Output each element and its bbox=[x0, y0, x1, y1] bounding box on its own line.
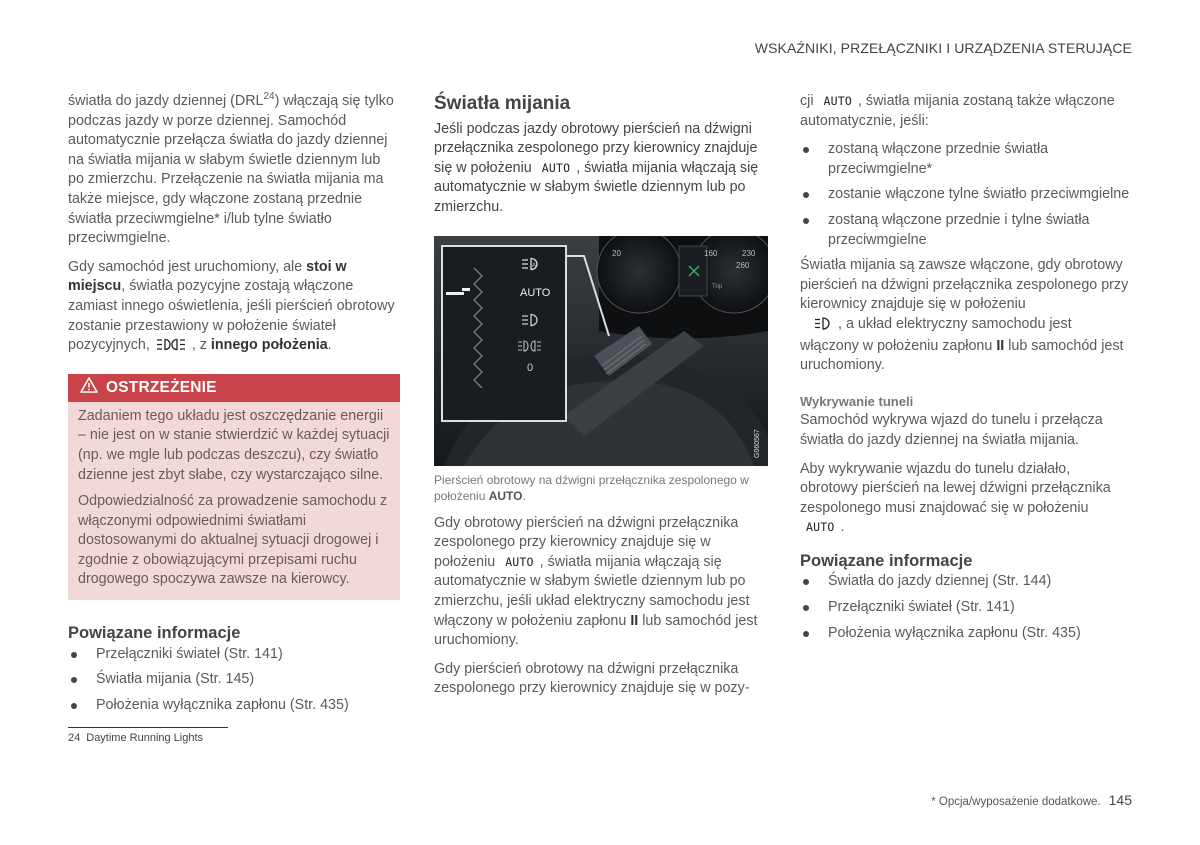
gauge-label: 160 bbox=[704, 248, 718, 258]
continued-paragraph: Gdy pierścień obrotowy na dźwigni przełącznika zespolonego przy kierownicy znajduje się w pozy- bbox=[434, 660, 750, 697]
related-link[interactable]: Położenia wyłącznika zapłonu (Str. 435) bbox=[800, 624, 1132, 644]
warning-title: OSTRZEŻENIE bbox=[106, 378, 217, 396]
fog-conditions-list bbox=[800, 140, 1132, 250]
related-list-2 bbox=[800, 572, 1132, 643]
auto-symbol: AUTO bbox=[505, 554, 534, 569]
gauge-label: Trip bbox=[712, 283, 723, 290]
warning-text-1: Zadaniem tego układu jest oszczędzanie energii – nie jest on w stanie stwierdzić w każdej sytuacji (np. we mgle lub podczas deszczu), czy światło dzienne jest zbyt słabe, czy wystarczająco silne. bbox=[78, 407, 390, 483]
standstill-paragraph: Gdy samochód jest uruchomiony, ale stoi w miejscu, światła pozycyjne zostają włączone zamiast innego oświetlenia, jeśli pierścień obrotowy zostanie przestawiony w położenie świateł pozycyjnych, , z innego położenia. bbox=[68, 258, 400, 358]
tunnel-condition-paragraph: Aby wykrywanie wjazdu do tunelu działało, obrotowy pierścień na lewej dźwigni przełącznika zespolonego musi znajdować się w położeniu AUTO . bbox=[800, 460, 1111, 536]
related-title-2: Powiązane informacje bbox=[800, 551, 973, 570]
warning-text-2: Odpowiedzialność za prowadzenie samochodu z włączonymi odpowiednimi światłami dostosowanymi do aktualnej sytuacji drogowej i zgodnie z obowiązującymi przepisami ruchu drogowego spoczywa zawsze na kierowcy. bbox=[78, 493, 388, 588]
high-beam-icon bbox=[814, 317, 830, 337]
column-2 bbox=[434, 92, 768, 708]
page-number: 145 bbox=[1108, 792, 1132, 808]
parking-light-icon bbox=[156, 338, 190, 358]
column-1 bbox=[68, 92, 400, 721]
tunnel-paragraph: Samochód wykrywa wjazd do tunelu i przełącza światła do jazdy dziennej na światła mijania. bbox=[800, 412, 1103, 448]
running-header: WSKAŹNIKI, PRZEŁĄCZNIKI I URZĄDZENIA STERUJĄCE bbox=[754, 40, 1132, 56]
list-item: zostaną włączone przednie i tylne światła przeciwmgielne bbox=[800, 211, 1132, 250]
related-list-1 bbox=[68, 645, 400, 716]
auto-paragraph: Gdy obrotowy pierścień na dźwigni przełącznika zespolonego przy kierownicy znajduje się w położeniu AUTO , światła mijania włączają się automatycznie w słabym świetle dziennym lub po zmierzchu, jeśli układ elektryczny samochodu jest włączony w położeniu zapłonu II lub samochód jest uruchomiony. bbox=[434, 514, 758, 649]
auto-symbol: AUTO bbox=[806, 520, 835, 535]
list-item: zostaną włączone przednie światła przeciwmgielne* bbox=[800, 140, 1132, 179]
figure-code: G060567 bbox=[754, 428, 761, 458]
ring-label-off: 0 bbox=[527, 361, 534, 374]
option-note: * Opcja/wyposażenie dodatkowe. bbox=[931, 796, 1101, 808]
gauge-label: 260 bbox=[736, 260, 750, 270]
gauge-label: 230 bbox=[742, 248, 756, 258]
list-item: zostanie włączone tylne światło przeciwmgielne bbox=[800, 185, 1132, 205]
related-link[interactable]: Przełączniki świateł (Str. 141) bbox=[800, 598, 1132, 618]
auto-symbol: AUTO bbox=[823, 94, 852, 108]
section-title: Światła mijania bbox=[434, 93, 571, 114]
stalk-figure bbox=[434, 236, 768, 466]
footnote: 24 Daytime Running Lights bbox=[68, 732, 204, 744]
figure-caption: Pierścień obrotowy na dźwigni przełącznika zespolonego w położeniu AUTO. bbox=[434, 472, 749, 503]
related-link[interactable]: Przełączniki świateł (Str. 141) bbox=[68, 645, 400, 665]
related-link[interactable]: Światła do jazdy dziennej (Str. 144) bbox=[800, 572, 1132, 592]
related-title-1: Powiązane informacje bbox=[68, 624, 241, 643]
low-beam-intro: Jeśli podczas jazdy obrotowy pierścień na dźwigni przełącznika zespolonego przy kierownicy znajduje się w położeniu AUTO , światła mijania włączają się automatycznie w słabym świetle dziennym lub po zmierzchu. bbox=[434, 120, 759, 215]
continuation-paragraph: cji AUTO , światła mijania zostaną także włączone automatycznie, jeśli: bbox=[800, 93, 1115, 129]
auto-symbol: AUTO bbox=[541, 160, 571, 175]
svg-text:A: A bbox=[532, 262, 537, 269]
footnote-divider bbox=[68, 727, 228, 728]
ring-label-auto: AUTO bbox=[520, 286, 551, 299]
gauge-label: 20 bbox=[612, 248, 621, 258]
related-link[interactable]: Położenia wyłącznika zapłonu (Str. 435) bbox=[68, 696, 400, 716]
warning-icon bbox=[80, 377, 98, 399]
page-footer bbox=[931, 792, 1132, 808]
tunnel-title: Wykrywanie tuneli bbox=[800, 393, 914, 409]
related-link[interactable]: Światła mijania (Str. 145) bbox=[68, 670, 400, 690]
warning-body bbox=[68, 402, 400, 600]
footnote-ref: 24 bbox=[263, 91, 275, 103]
drl-paragraph: światła do jazdy dziennej (DRL$^{24}$) włączają się tylko podczas jazdy w porze dziennej. Samochód automatycznie przełącza światła do jazdy dziennej na światła mijania w słabym świetle dziennym lub po zmierzchu. Przełączenie na światła mijania ma także miejsce, gdy włączone zostaną przednie światła przeciwmgielne* i/lub tylne światło przeciwmgielne. bbox=[68, 91, 394, 247]
always-on-paragraph: Światła mijania są zawsze włączone, gdy obrotowy pierścień na dźwigni przełącznika zespolonego przy kierownicy znajduje się w położeniu , a układ elektryczny samochodu jest włączony w położeniu zapłonu II lub samochód jest uruchomiony. bbox=[800, 257, 1129, 374]
column-3 bbox=[800, 92, 1132, 649]
warning-header bbox=[68, 374, 400, 402]
